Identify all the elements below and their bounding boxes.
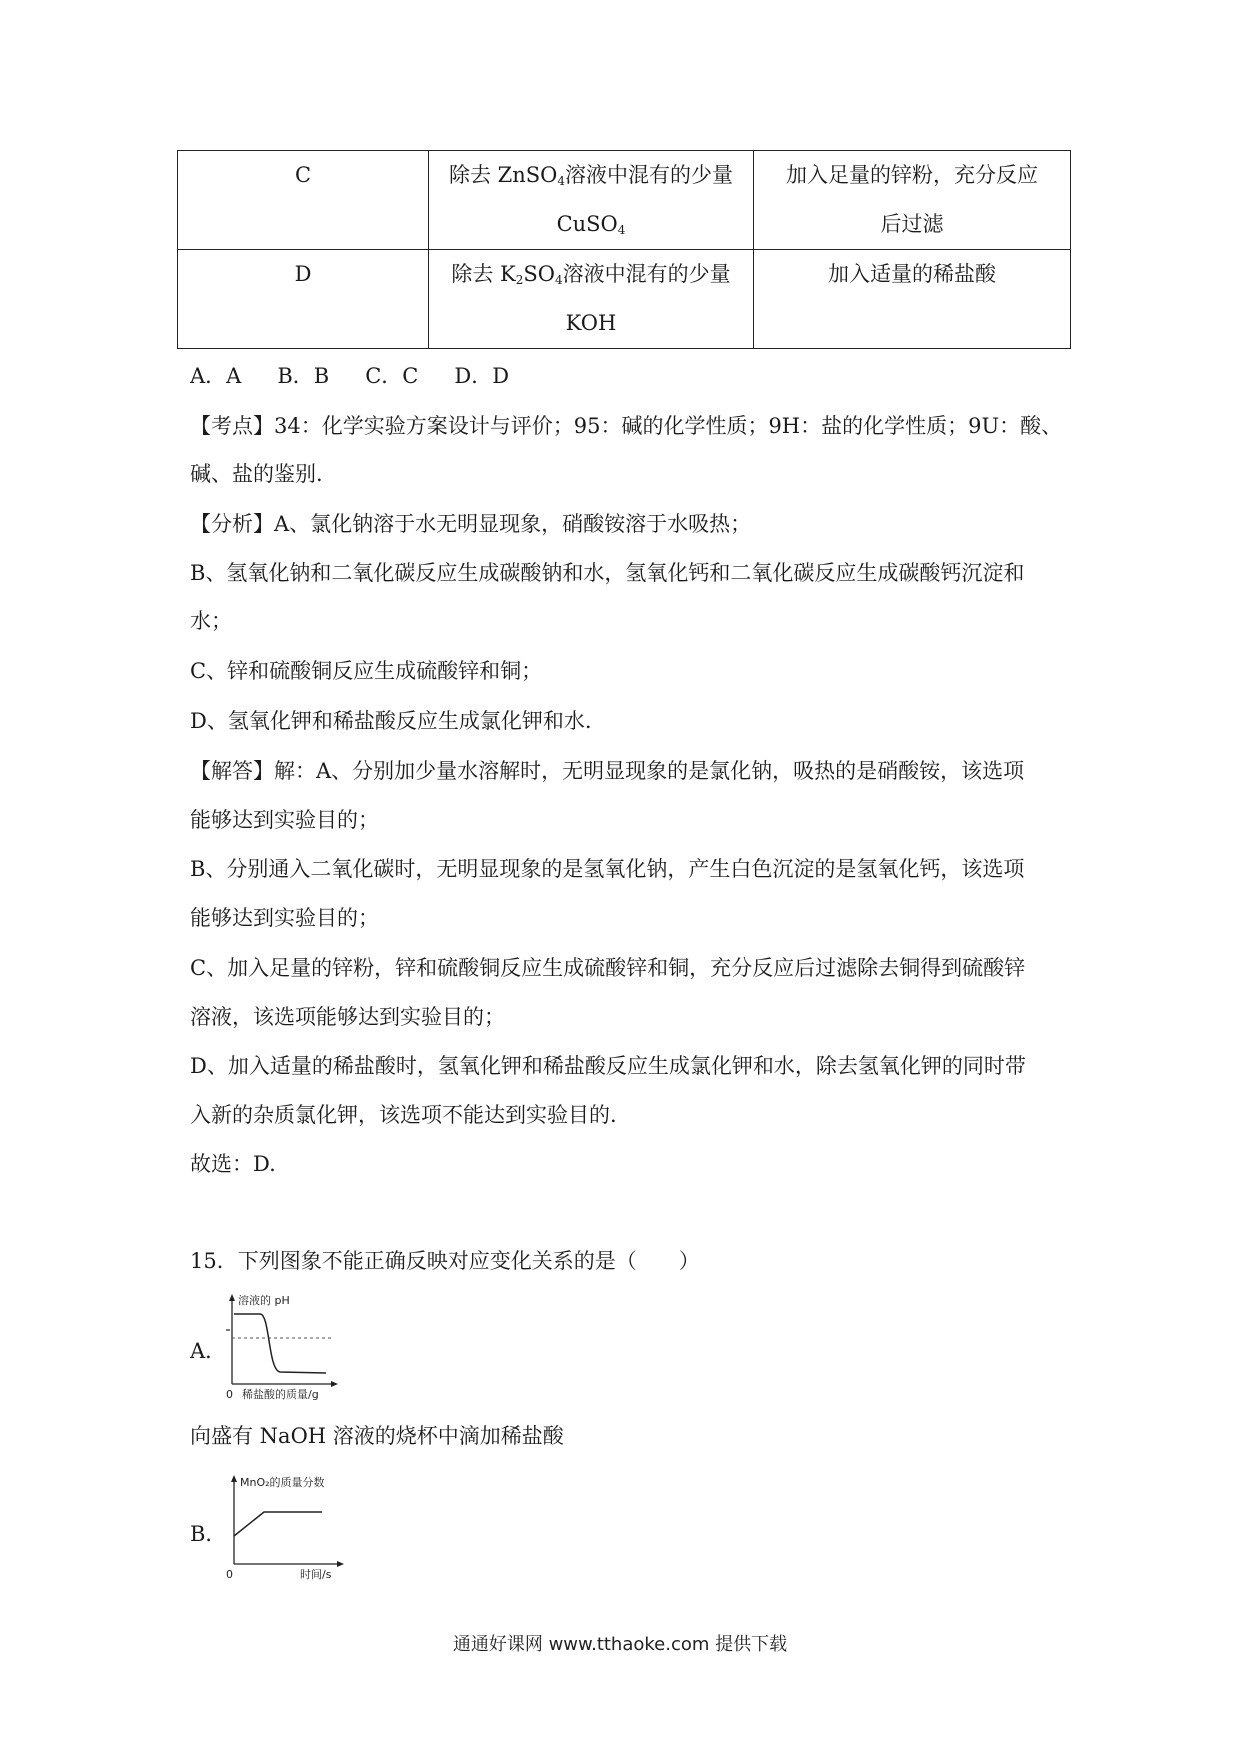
- fenxi-line: 水；: [190, 609, 232, 633]
- question-15-stem: 15．下列图象不能正确反映对应变化关系的是（ ）: [190, 1249, 700, 1273]
- option-a-caption: 向盛有 NaOH 溶液的烧杯中滴加稀盐酸: [190, 1424, 564, 1448]
- method-cell: [754, 250, 1071, 349]
- fenxi-line: C、锌和硫酸铜反应生成硫酸锌和铜；: [190, 659, 543, 683]
- fenxi-line: D、氢氧化钾和稀盐酸反应生成氯化钾和水.: [190, 709, 592, 733]
- option-b-label: B．: [190, 1522, 227, 1546]
- graph-a-svg: [222, 1292, 382, 1402]
- subscript: 2: [515, 273, 524, 287]
- graph-b: [222, 1472, 382, 1582]
- purpose-cell: [429, 151, 754, 250]
- table-row: [178, 250, 1071, 349]
- choice-a: A．A: [190, 364, 242, 388]
- graph-a: [222, 1292, 382, 1402]
- fenxi-line: 【分析】A、氯化钠溶于水无明显现象，硝酸铵溶于水吸热；: [190, 512, 752, 536]
- jieda-line: 故选：D.: [190, 1152, 276, 1176]
- option-cell: [178, 250, 429, 349]
- graph-b-y-arrow: [231, 1475, 237, 1482]
- jieda-line: D、加入适量的稀盐酸时，氢氧化钾和稀盐酸反应生成氯化钾和水，除去氢氧化钾的同时带: [190, 1054, 1026, 1078]
- graph-b-x-arrow: [337, 1561, 344, 1567]
- graph-b-svg: [222, 1472, 382, 1582]
- graph-a-ylabel: 溶液的 pH: [238, 1294, 290, 1307]
- method-text: 后过滤: [880, 212, 944, 236]
- table-row: [178, 151, 1071, 250]
- graph-a-curve: [234, 1314, 326, 1373]
- graph-b-xlabel: 时间/s: [300, 1568, 332, 1581]
- fenxi-line: B、氢氧化钠和二氧化碳反应生成碳酸钠和水，氢氧化钙和二氧化碳反应生成碳酸钙沉淀和: [190, 561, 1025, 585]
- purpose-text: 溶液中混有的少量: [562, 262, 731, 286]
- jieda-line: 入新的杂质氯化钾，该选项不能达到实验目的.: [190, 1103, 617, 1127]
- jieda-line: B、分别通入二氧化碳时，无明显现象的是氢氧化钠，产生白色沉淀的是氢氧化钙，该选项: [190, 857, 1025, 881]
- subscript: 4: [557, 174, 566, 188]
- options-table: [177, 150, 1071, 349]
- purpose-text: CuSO: [556, 212, 618, 236]
- purpose-text: KOH: [565, 311, 617, 335]
- graph-a-x-arrow: [331, 1381, 338, 1387]
- jieda-line: 能够达到实验目的；: [190, 808, 379, 832]
- subscript: 4: [554, 273, 563, 287]
- kaodian-line: 碱、盐的鉴别.: [190, 462, 323, 486]
- method-cell: [754, 151, 1071, 250]
- jieda-line: C、加入足量的锌粉，锌和硫酸铜反应生成硫酸锌和铜，充分反应后过滤除去铜得到硫酸锌: [190, 956, 1026, 980]
- graph-a-origin: 0: [226, 1388, 233, 1401]
- option-a-label: A．: [190, 1339, 227, 1363]
- graph-b-line: [234, 1512, 322, 1536]
- answer-choices: [190, 360, 545, 390]
- option-label: C: [294, 163, 312, 187]
- graph-a-y-arrow: [229, 1294, 235, 1301]
- graph-a-xlabel: 稀盐酸的质量/g: [242, 1388, 319, 1401]
- purpose-text: 除去 ZnSO: [448, 163, 558, 187]
- choice-d: D．D: [454, 364, 510, 388]
- option-label: D: [294, 262, 312, 286]
- method-text: 加入足量的锌粉，充分反应: [786, 163, 1038, 187]
- jieda-line: 溶液，该选项能够达到实验目的；: [190, 1005, 505, 1029]
- purpose-text: 除去 K: [451, 262, 516, 286]
- graph-b-origin: 0: [226, 1568, 233, 1581]
- purpose-text: 溶液中混有的少量: [565, 163, 734, 187]
- purpose-text: SO: [523, 262, 555, 286]
- kaodian-line: 【考点】34：化学实验方案设计与评价；95：碱的化学性质；9H：盐的化学性质；9U：酸、: [190, 414, 1063, 438]
- purpose-cell: [429, 250, 754, 349]
- graph-b-ylabel: MnO₂的质量分数: [240, 1476, 325, 1489]
- jieda-line: 【解答】解：A、分别加少量水溶解时，无明显现象的是氯化钠，吸热的是硝酸铵，该选项: [190, 759, 1025, 783]
- choice-c: C．C: [365, 364, 419, 388]
- choice-b: B．B: [277, 364, 330, 388]
- jieda-line: 能够达到实验目的；: [190, 906, 379, 930]
- page-footer: 通通好课网 www.tthaoke.com 提供下载: [452, 1634, 788, 1655]
- subscript: 4: [617, 223, 626, 237]
- method-text: 加入适量的稀盐酸: [828, 262, 996, 286]
- option-cell: [178, 151, 429, 250]
